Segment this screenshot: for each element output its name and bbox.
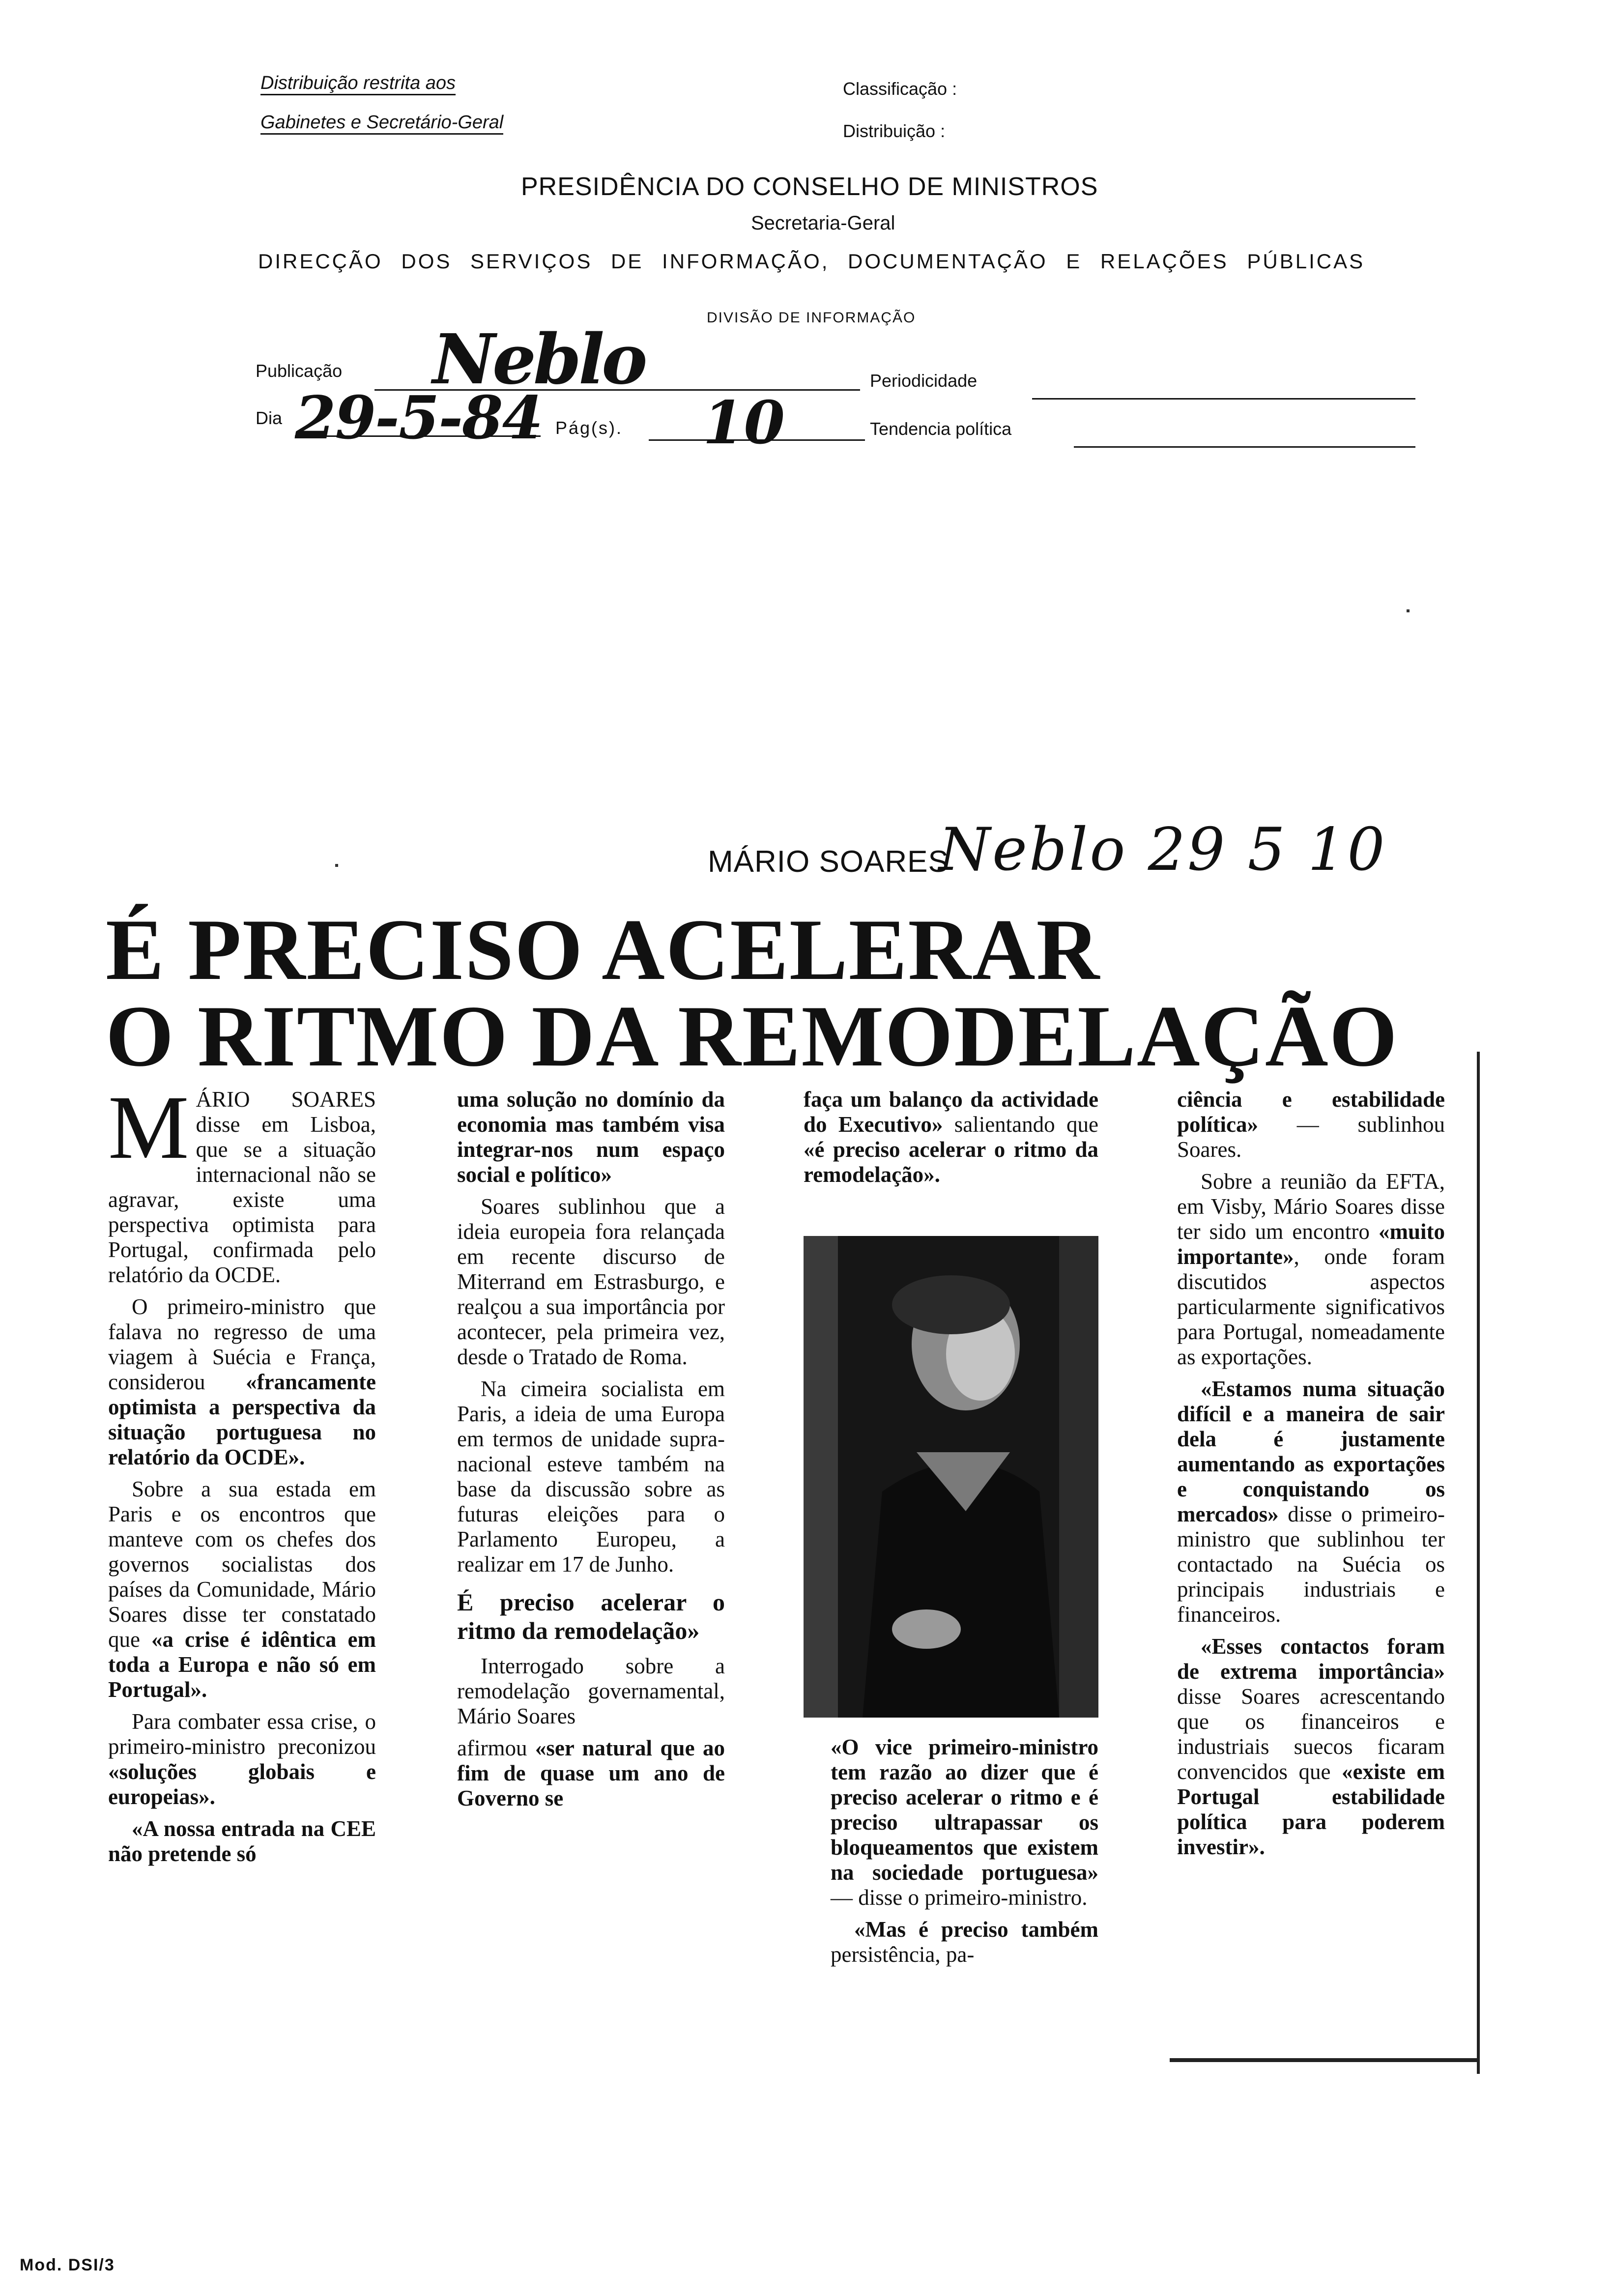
col1-paragraph-4: Para combater essa crise, o primeiro-ministro preconizou — [108, 1709, 376, 1759]
article-column-3-bottom — [831, 1735, 1098, 1974]
col4-quote-2: «muito importante» — [1177, 1219, 1445, 1269]
pags-label: Pág(s). — [555, 418, 623, 438]
article-column-4 — [1177, 1087, 1445, 1866]
directorate-title: DIRECÇÃO DOS SERVIÇOS DE INFORMAÇÃO, DOCUMENTAÇÃO E RELAÇÕES PÚBLICAS — [258, 250, 1365, 273]
col4-quote-4: «Esses contactos foram de extrema importância» — [1177, 1634, 1445, 1684]
dia-handwritten: 29-5-84 — [295, 383, 543, 453]
col2-quote: «ser natural que ao fim de quase um ano de Governo se — [457, 1736, 725, 1810]
periodicidade-label: Periodicidade — [870, 371, 978, 391]
col3-quote-1: faça um balanço da actividade do Executivo» — [804, 1087, 1098, 1137]
restricted-distribution-line1: Distribuição restrita aos — [260, 73, 456, 95]
dia-label: Dia — [256, 408, 283, 428]
office-subtitle: Secretaria-Geral — [751, 212, 895, 234]
form-code: Mod. DSI/3 — [20, 2256, 115, 2274]
col1-quote-2: «a crise é idêntica em toda a Europa e não só em Portugal». — [108, 1627, 376, 1702]
col2-paragraph-5: afirmou — [457, 1736, 535, 1760]
publicacao-label: Publicação — [256, 361, 343, 381]
col4-quote-1: ciência e estabilidade política» — [1177, 1087, 1445, 1137]
restricted-distribution-line2: Gabinetes e Secretário-Geral — [260, 112, 503, 135]
col3-paragraph-2: — disse o primeiro-ministro. — [831, 1885, 1088, 1910]
col4-paragraph-1: — sublinhou Soares. — [1177, 1112, 1445, 1162]
col1-paragraph-1: ÁRIO SOARES disse em Lisboa, que se a situação internacional não se agravar, existe uma perspectiva optimista para Portugal, confirmada pelo relatório da OCDE. — [108, 1087, 376, 1287]
col3-quote-3: «O vice primeiro-ministro tem razão ao dizer que é preciso acelerar o ritmo e é preciso ultrapassar os bloqueamentos que existem na sociedade portuguesa» — [831, 1735, 1098, 1885]
col1-paragraph-3: Sobre a sua estada em Paris e os encontros que manteve com os chefes dos governos socialistas dos países da Comunidade, Mário Soares disse ter constatado que — [108, 1477, 376, 1652]
classificacao-label: Classificação : — [843, 79, 957, 99]
scan-speck — [1407, 609, 1410, 612]
office-title: PRESIDÊNCIA DO CONSELHO DE MINISTROS — [521, 172, 1098, 201]
col4-paragraph-3: disse o primeiro-ministro que sublinhou ter contactado na Suécia os principais industriais e financeiros. — [1177, 1502, 1445, 1627]
headline-line2: O RITMO DA REMODELAÇÃO — [106, 987, 1399, 1085]
col2-paragraph-2: Soares sublinhou que a ideia europeia fora relançada em recente discurso de Miterrand em Estrasburgo, e realçou a sua importância por acontecer, pela primeira vez, desde o Tratado de Roma. — [457, 1194, 725, 1369]
col1-paragraph-2: O primeiro-ministro que falava no regresso de uma viagem à Suécia e França, considerou — [108, 1294, 376, 1394]
pags-line — [649, 439, 865, 441]
article-handwritten-note: Neblo 29 5 10 — [939, 816, 1387, 884]
col2-paragraph-4: Interrogado sobre a remodelação governamental, Mário Soares — [457, 1654, 725, 1728]
dia-line — [295, 435, 541, 437]
col4-paragraph-4: disse Soares acrescentando que os financeiros e industriais suecos ficaram convencidos que — [1177, 1684, 1445, 1784]
article-column-2 — [457, 1087, 725, 1818]
col3-quote-2: «é preciso acelerar o ritmo da remodelação». — [804, 1137, 1098, 1187]
col1-quote-3: «soluções globais e europeias». — [108, 1759, 376, 1809]
col1-quote-1: «francamente optimista a perspectiva da situação portuguesa no relatório da OCDE». — [108, 1370, 376, 1469]
drop-cap: M — [108, 1077, 189, 1178]
col1-paragraph-5: «A nossa entrada na CEE não pretende só — [108, 1816, 376, 1866]
col2-paragraph-3: Na cimeira socialista em Paris, a ideia de uma Europa em termos de unidade supra-nacional esteve também na base da discussão sobre as futuras eleições para o Parlamento Europeu, a realizar em 17 de Junho. — [457, 1377, 725, 1577]
scan-speck — [335, 864, 338, 867]
article-bottom-rule — [1170, 2058, 1479, 2062]
division-title: DIVISÃO DE INFORMAÇÃO — [707, 310, 916, 326]
article-right-rule — [1477, 1052, 1480, 2074]
col4-paragraph-2b: , onde foram discutidos aspectos particularmente significativos para Portugal, nomeadamente as exportações. — [1177, 1244, 1445, 1369]
headline-line1: É PRECISO ACELERAR — [106, 901, 1101, 998]
tendencia-label: Tendencia política — [870, 419, 1012, 439]
article-photo — [804, 1236, 1098, 1718]
col3-paragraph-1: salientando que — [943, 1112, 1098, 1137]
pags-handwritten: 10 — [703, 388, 785, 458]
col4-quote-5: «existe em Portugal estabilidade política para poderem investir». — [1177, 1759, 1445, 1859]
article-kicker: MÁRIO SOARES — [708, 845, 949, 879]
col4-quote-3: «Estamos numa situação difícil e a maneira de sair dela é justamente aumentando as exportações e conquistando os mercados» — [1177, 1377, 1445, 1526]
col3-paragraph-3: persistência, pa- — [831, 1942, 975, 1967]
col2-paragraph-1: uma solução no domínio da economia mas também visa integrar-nos num espaço social e político» — [457, 1087, 725, 1187]
distribuicao-label: Distribuição : — [843, 121, 946, 141]
periodicidade-line — [1032, 398, 1415, 400]
article-column-3-top — [804, 1087, 1098, 1194]
col4-paragraph-2a: Sobre a reunião da EFTA, em Visby, Mário Soares disse ter sido um encontro — [1177, 1169, 1445, 1244]
tendencia-line — [1074, 446, 1415, 448]
publicacao-handwritten: Neblo — [432, 319, 645, 400]
col2-subheading: É preciso acelerar o ritmo da remodelação» — [457, 1588, 725, 1644]
col3-quote-4: «Mas é preciso também — [854, 1917, 1098, 1942]
article-column-1 — [108, 1077, 376, 1873]
photo-portrait-icon — [804, 1236, 1098, 1718]
